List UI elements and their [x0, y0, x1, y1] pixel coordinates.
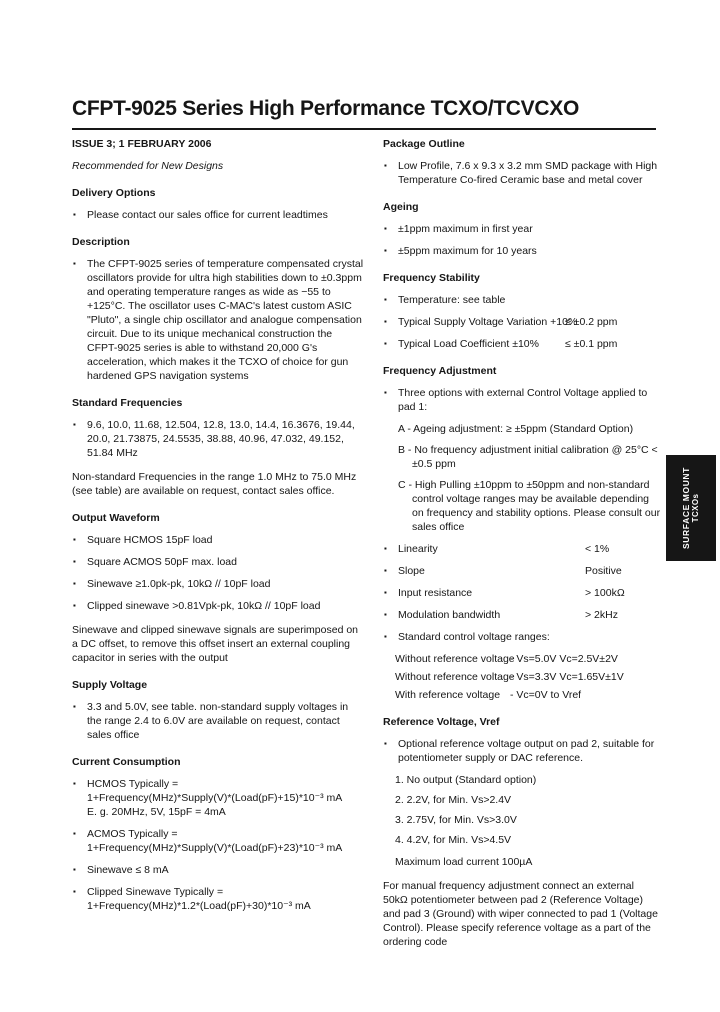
bullet-item — [383, 244, 661, 258]
square-bullet-icon: ▪ — [384, 224, 387, 233]
max-load-current: Maximum load current 100µA — [395, 856, 533, 868]
cv-label: Without reference voltage — [395, 653, 515, 665]
bullet-item — [72, 700, 364, 742]
section-heading-current-consumption: Current Consumption — [72, 756, 181, 768]
cv-label: With reference voltage — [395, 689, 501, 701]
vref-option: 2. 2.2V, for Min. Vs>2.4V — [395, 794, 512, 806]
spec-value: > 100kΩ — [585, 587, 625, 599]
square-bullet-icon: ▪ — [73, 829, 76, 838]
bullet-item — [72, 418, 364, 460]
title-rule — [72, 128, 656, 130]
bullet-item — [383, 386, 661, 414]
square-bullet-icon: ▪ — [384, 317, 387, 326]
manual-adjustment-note: For manual frequency adjustment connect an external 50kΩ potentiometer between pad 2 (Reference Voltage) and pad 3 (Ground) with wiper connected to pad 1 (Voltage Control). Please specify reference voltage as a part of the ordering code — [383, 880, 658, 948]
clipped-formula-line1: Clipped Sinewave Typically = — [87, 886, 224, 898]
bullet-item — [383, 159, 661, 187]
spec-label: Linearity — [398, 543, 438, 555]
bullet-item — [72, 885, 364, 913]
adjust-option-a: A - Ageing adjustment: ≥ ±5ppm (Standard Option) — [398, 423, 634, 435]
bullet-item — [72, 777, 364, 819]
bullet-text: Optional reference voltage output on pad 2, suitable for potentiometer supply or DAC reference. — [398, 738, 655, 764]
acmos-formula-line2: 1+Frequency(MHz)*Supply(V)*(Load(pF)+23)*10⁻³ mA — [87, 842, 343, 854]
spec-label: Typical Load Coefficient ±10% — [398, 338, 539, 350]
section-heading-supply-voltage: Supply Voltage — [72, 679, 148, 691]
square-bullet-icon: ▪ — [73, 579, 76, 588]
acmos-formula-line1: ACMOS Typically = — [87, 828, 178, 840]
spec-row — [383, 542, 661, 556]
section-heading-output-waveform: Output Waveform — [72, 512, 160, 524]
square-bullet-icon: ▪ — [384, 388, 387, 397]
spec-label: Slope — [398, 565, 425, 577]
non-standard-frequencies-note: Non-standard Frequencies in the range 1.0 MHz to 75.0 MHz (see table) are available on request, contact sales office. — [72, 471, 357, 497]
square-bullet-icon: ▪ — [73, 210, 76, 219]
spec-value: < 1% — [585, 543, 610, 555]
square-bullet-icon: ▪ — [384, 566, 387, 575]
side-tab-line2: TCXOs — [691, 493, 701, 523]
cv-value: - Vs=3.3V Vc=1.65V±1V — [510, 671, 624, 683]
surface-mount-tcxos-side-tab — [666, 455, 716, 561]
bullet-text: Three options with external Control Voltage applied to pad 1: — [398, 387, 648, 413]
sinewave-current: Sinewave ≤ 8 mA — [87, 864, 169, 876]
spec-value: ≤ ±0.2 ppm — [565, 316, 618, 328]
vref-option: 4. 4.2V, for Min. Vs>4.5V — [395, 834, 512, 846]
bullet-text: Standard control voltage ranges: — [398, 631, 550, 643]
square-bullet-icon: ▪ — [73, 601, 76, 610]
bullet-text: 9.6, 10.0, 11.68, 12.504, 12.8, 13.0, 14.4, 16.3676, 19.44, 20.0, 21.73875, 24.5535, 38.88, 40.96, 47.032, 49.152, 51.84 MHz — [87, 419, 355, 459]
issue-line: ISSUE 3; 1 FEBRUARY 2006 — [72, 138, 212, 150]
bullet-text: Square ACMOS 50pF max. load — [87, 556, 237, 568]
vref-options-list — [383, 773, 661, 847]
square-bullet-icon: ▪ — [384, 339, 387, 348]
vref-option: 1. No output (Standard option) — [395, 774, 537, 786]
square-bullet-icon: ▪ — [384, 610, 387, 619]
section-heading-standard-frequencies: Standard Frequencies — [72, 397, 183, 409]
bullet-text: Sinewave ≥1.0pk-pk, 10kΩ // 10pF load — [87, 578, 271, 590]
cv-value: - Vs=5.0V Vc=2.5V±2V — [510, 653, 618, 665]
control-voltage-row — [383, 652, 661, 666]
bullet-item — [72, 577, 364, 591]
control-voltage-row — [383, 670, 661, 684]
spec-label: Modulation bandwidth — [398, 609, 501, 621]
bullet-item — [72, 208, 364, 222]
cv-label: Without reference voltage — [395, 671, 515, 683]
square-bullet-icon: ▪ — [73, 779, 76, 788]
square-bullet-icon: ▪ — [384, 588, 387, 597]
cv-value: - Vc=0V to Vref — [510, 689, 582, 701]
square-bullet-icon: ▪ — [73, 535, 76, 544]
side-tab-text — [681, 467, 701, 549]
side-tab-line1: SURFACE MOUNT — [681, 467, 692, 549]
square-bullet-icon: ▪ — [384, 295, 387, 304]
spec-value: Positive — [585, 565, 622, 577]
square-bullet-icon: ▪ — [73, 259, 76, 268]
bullet-text: Clipped sinewave >0.81Vpk-pk, 10kΩ // 10pF load — [87, 600, 321, 612]
section-heading-description: Description — [72, 236, 130, 248]
section-heading-frequency-stability: Frequency Stability — [383, 272, 480, 284]
bullet-item — [72, 599, 364, 613]
right-column — [383, 137, 661, 959]
page-title: CFPT-9025 Series High Performance TCXO/TCVCXO — [72, 97, 579, 120]
control-voltage-row — [383, 688, 661, 702]
hcmos-formula-line1: HCMOS Typically = — [87, 778, 179, 790]
bullet-item — [72, 257, 364, 383]
square-bullet-icon: ▪ — [73, 865, 76, 874]
bullet-item — [72, 863, 364, 877]
bullet-text: The CFPT-9025 series of temperature compensated crystal oscillators provide for ultra high stabilities down to ±0.3ppm and operating temperature ranges as wide as −55 to +125°C. The oscillator uses C-MAC's latest custom ASIC "Pluto", a single chip oscillator and analogue compensation circuit. Due to its unique mechanical construction the CFPT-9025 series is able to withstand 20,000 G's acceleration, which makes it the TCXO of choice for gun hardened GPS navigation systems — [87, 258, 364, 382]
left-column — [72, 137, 364, 921]
bullet-text: ±1ppm maximum in first year — [398, 223, 533, 235]
bullet-text: Temperature: see table — [398, 294, 506, 306]
bullet-item — [72, 827, 364, 855]
bullet-text: Square HCMOS 15pF load — [87, 534, 213, 546]
bullet-text: Low Profile, 7.6 x 9.3 x 3.2 mm SMD package with High Temperature Co-fired Ceramic base and metal cover — [398, 160, 658, 186]
recommended-note: Recommended for New Designs — [72, 160, 224, 172]
square-bullet-icon: ▪ — [73, 420, 76, 429]
square-bullet-icon: ▪ — [384, 544, 387, 553]
spec-value: > 2kHz — [585, 609, 618, 621]
square-bullet-icon: ▪ — [73, 887, 76, 896]
hcmos-formula-example: E. g. 20MHz, 5V, 15pF = 4mA — [87, 806, 226, 818]
hcmos-formula-line2: 1+Frequency(MHz)*Supply(V)*(Load(pF)+15)*10⁻³ mA — [87, 792, 343, 804]
spec-row — [383, 608, 661, 622]
section-heading-package-outline: Package Outline — [383, 138, 465, 150]
square-bullet-icon: ▪ — [73, 702, 76, 711]
bullet-item — [383, 293, 661, 307]
clipped-formula-line2: 1+Frequency(MHz)*1.2*(Load(pF)+30)*10⁻³ mA — [87, 900, 311, 912]
section-heading-reference-voltage: Reference Voltage, Vref — [383, 716, 500, 728]
bullet-item — [383, 630, 661, 644]
section-heading-ageing: Ageing — [383, 201, 419, 213]
spec-label: Typical Supply Voltage Variation +10% — [398, 316, 578, 328]
spec-row — [383, 586, 661, 600]
square-bullet-icon: ▪ — [384, 246, 387, 255]
bullet-item — [72, 555, 364, 569]
spec-value: ≤ ±0.1 ppm — [565, 338, 618, 350]
spec-row — [383, 564, 661, 578]
vref-option: 3. 2.75V, for Min. Vs>3.0V — [395, 814, 517, 826]
spec-row — [383, 315, 661, 329]
section-heading-delivery: Delivery Options — [72, 187, 156, 199]
bullet-item — [383, 737, 661, 765]
bullet-text: ±5ppm maximum for 10 years — [398, 245, 537, 257]
section-heading-frequency-adjustment: Frequency Adjustment — [383, 365, 497, 377]
square-bullet-icon: ▪ — [384, 161, 387, 170]
square-bullet-icon: ▪ — [384, 739, 387, 748]
sinewave-offset-note: Sinewave and clipped sinewave signals are superimposed on a DC offset, to remove this offset insert an external coupling capacitor in series with the output — [72, 624, 359, 664]
spec-label: Input resistance — [398, 587, 473, 599]
spec-row — [383, 337, 661, 351]
bullet-text: Please contact our sales office for current leadtimes — [87, 209, 328, 221]
adjust-option-b: B - No frequency adjustment initial calibration @ 25°C < ±0.5 ppm — [398, 444, 658, 470]
square-bullet-icon: ▪ — [73, 557, 76, 566]
bullet-item — [383, 222, 661, 236]
adjust-option-c: C - High Pulling ±10ppm to ±50ppm and non-standard control voltage ranges may be available depending on frequency and stability options. Please consult our sales office — [398, 479, 661, 533]
bullet-item — [72, 533, 364, 547]
square-bullet-icon: ▪ — [384, 632, 387, 641]
bullet-text: 3.3 and 5.0V, see table. non-standard supply voltages in the range 2.4 to 6.0V are available on request, contact sales office — [87, 701, 349, 741]
